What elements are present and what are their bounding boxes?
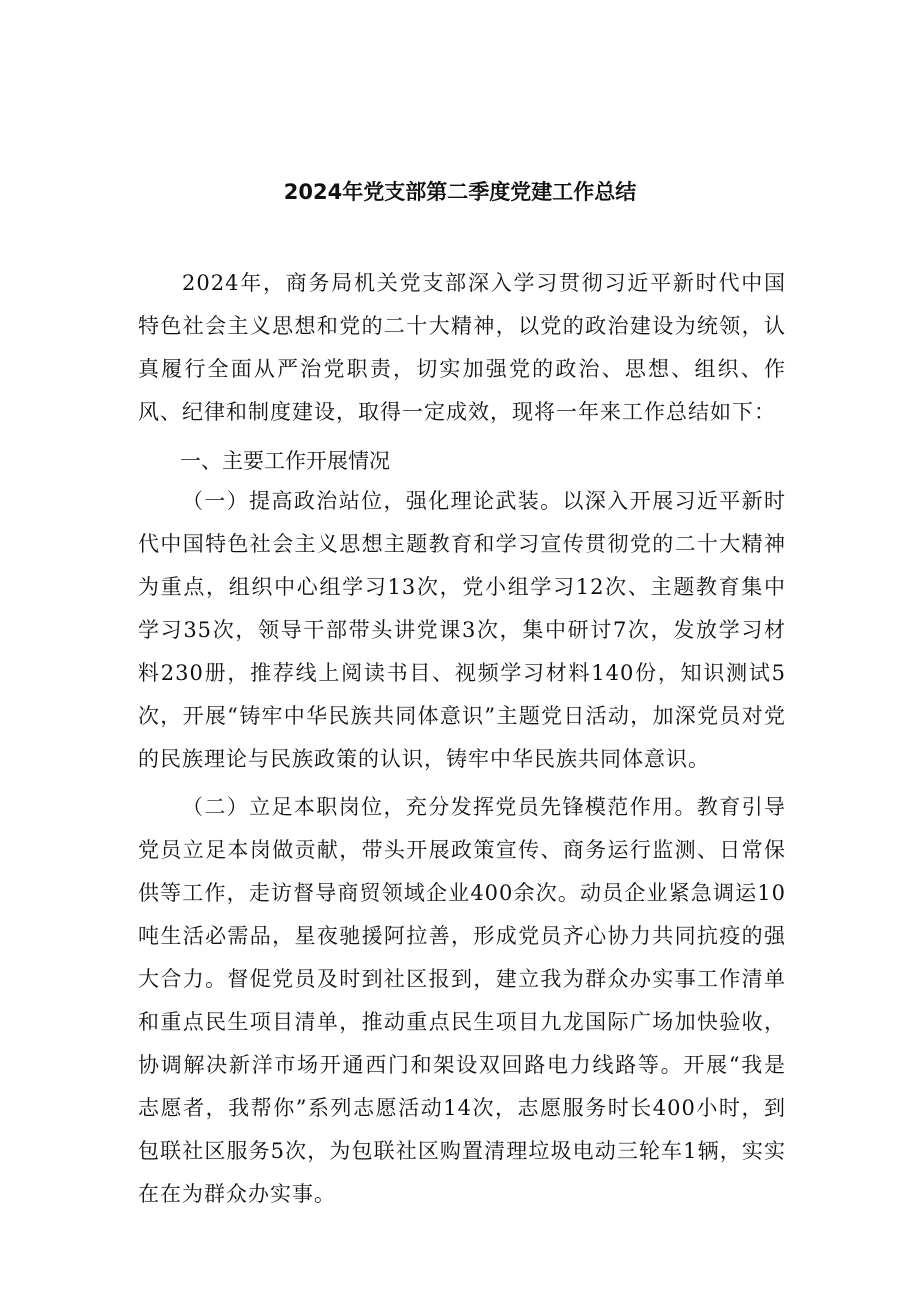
paragraph-1: （一）提高政治站位，强化理论武装。以深入开展习近平新时代中国特色社会主义思想主题教育和学习宣传贯彻党的二十大精神为重点，组织中心组学习13次，党小组学习12次、主题教育集中学习35次，领导干部带头讲党课3次，集中研讨7次，发放学习材料230册，推荐线上阅读书目、视频学习材料140份，知识测试5次，开展“铸牢中华民族共同体意识”主题党日活动，加深党员对党的民族理论与民族政策的认识，铸牢中华民族共同体意识。 (138, 489, 786, 771)
document-title: 2024年党支部第二季度党建工作总结 (283, 180, 637, 204)
paragraph-2: （二）立足本职岗位，充分发挥党员先锋模范作用。教育引导党员立足本岗做贡献，带头开展政策宣传、商务运行监测、日常保供等工作，走访督导商贸领域企业400余次。动员企业紧急调运10吨生活必需品，星夜驰援阿拉善，形成党员齐心协力共同抗疫的强大合力。督促党员及时到社区报到，建立我为群众办实事工作清单和重点民生项目清单，推动重点民生项目九龙国际广场加快验收，协调解决新洋市场开通西门和架设双回路电力线路等。开展“我是志愿者，我帮你”系列志愿活动14次，志愿服务时长400小时，到包联社区服务5次，为包联社区购置清理垃圾电动三轮车1辆，实实在在为群众办实事。 (138, 795, 786, 1206)
intro-paragraph: 2024年，商务局机关党支部深入学习贯彻习近平新时代中国特色社会主义思想和党的二十大精神，以党的政治建设为统领，认真履行全面从严治党职责，切实加强党的政治、思想、组织、作风、纪律和制度建设，取得一定成效，现将一年来工作总结如下： (138, 271, 786, 424)
section-heading: 一、主要工作开展情况 (180, 449, 390, 473)
paragraph-1-block (138, 480, 786, 781)
paragraph-2-block (138, 786, 786, 1216)
intro-paragraph-block (138, 262, 786, 434)
